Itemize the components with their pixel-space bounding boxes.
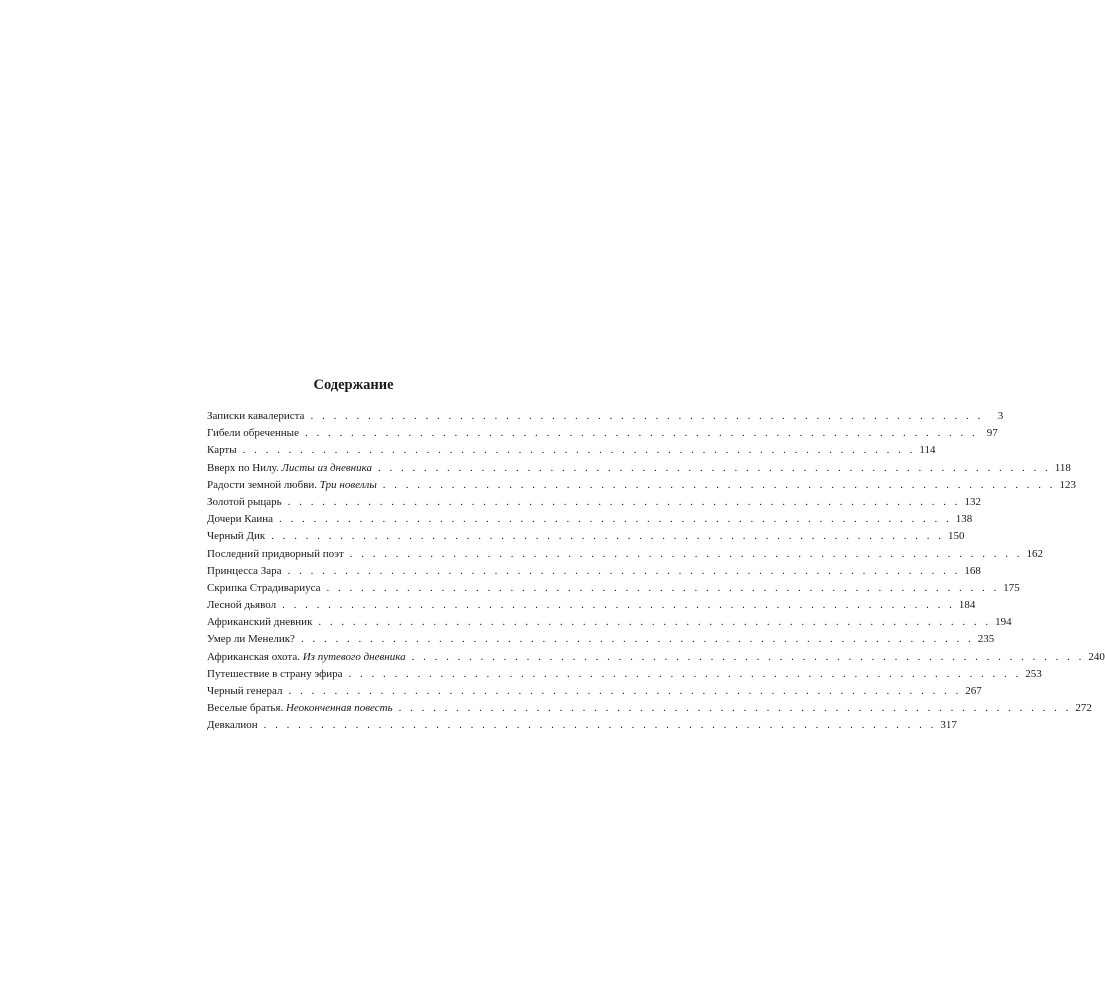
- toc-dot-leader: . . . . . . . . . . . . . . . . . . . . . . . . . . . . . . . . . . . . . . . . . . . . . . . . . . . . . . . . . . .: [287, 564, 961, 577]
- toc-entry: [207, 511, 973, 528]
- toc-entry-page: 175: [1003, 581, 1020, 594]
- toc-entry-title-text: Лесной дьявол: [207, 599, 277, 612]
- toc-entry-title-text: Африканская охота.: [207, 650, 300, 663]
- toc-list: [207, 408, 1105, 735]
- toc-entry-title: [207, 442, 237, 459]
- toc-dot-leader: . . . . . . . . . . . . . . . . . . . . . . . . . . . . . . . . . . . . . . . . . . . . . . . . . . . . . . . . . . .: [349, 547, 1023, 560]
- toc-entry-page: 317: [940, 719, 957, 732]
- toc-entry-page: 194: [995, 616, 1012, 629]
- toc-entry-title-text: Веселые братья.: [207, 702, 284, 715]
- toc-entry-page: 150: [947, 530, 965, 543]
- toc-entry-title-text: Радости земной любви.: [207, 478, 318, 491]
- toc-entry-title: [207, 666, 343, 683]
- toc-entry-title: [207, 631, 295, 648]
- toc-entry-page: 3: [997, 410, 1004, 422]
- toc-entry-title-text: Скрипка Страдивариуса: [207, 581, 321, 594]
- toc-entry-page: 168: [964, 564, 981, 577]
- toc-entry-page: 267: [965, 685, 982, 697]
- toc-entry-subtitle: Из путевого дневника: [302, 650, 406, 663]
- toc-entry-page: 240: [1088, 650, 1105, 663]
- toc-entry-title-text: Принцесса Зара: [207, 564, 282, 577]
- toc-entry-subtitle: Листы из дневника: [281, 461, 372, 474]
- toc-entry-page: 114: [919, 444, 936, 457]
- toc-dot-leader: . . . . . . . . . . . . . . . . . . . . . . . . . . . . . . . . . . . . . . . . . . . . . . . . . . . . . . . . . . .: [348, 667, 1022, 680]
- toc-entry-title: [207, 614, 312, 631]
- toc-entry: [207, 408, 1004, 425]
- toc-entry-title: [207, 563, 282, 580]
- toc-entry-title: [207, 511, 273, 528]
- toc-entry-subtitle: Неоконченная повесть: [285, 702, 393, 715]
- toc-entry: [207, 614, 1012, 631]
- toc-entry-title-text: Гибели обреченные: [207, 427, 299, 440]
- toc-entry-title: [207, 477, 377, 494]
- toc-entry-title: [207, 700, 393, 717]
- toc-entry: [207, 477, 1077, 494]
- toc-entry-title-text: Золотой рыцарь: [207, 495, 282, 508]
- toc-entry-page: 235: [977, 633, 995, 646]
- toc-entry-page: 132: [964, 495, 981, 508]
- toc-entry: [207, 442, 936, 459]
- toc-entry: [207, 580, 1020, 597]
- toc-entry-title-text: Путешествие в страну эфира: [207, 667, 343, 680]
- toc-dot-leader: . . . . . . . . . . . . . . . . . . . . . . . . . . . . . . . . . . . . . . . . . . . . . . . . . . . . . . . . . . .: [326, 581, 1000, 594]
- toc-dot-leader: . . . . . . . . . . . . . . . . . . . . . . . . . . . . . . . . . . . . . . . . . . . . . . . . . . . . . . . . . . .: [304, 427, 978, 440]
- toc-dot-leader: . . . . . . . . . . . . . . . . . . . . . . . . . . . . . . . . . . . . . . . . . . . . . . . . . . . . . . . . . . .: [398, 702, 1072, 715]
- toc-entry-page: 162: [1026, 547, 1044, 560]
- toc-entry: [207, 528, 965, 545]
- toc-entry-title-text: Последний придворный поэт: [207, 547, 344, 560]
- toc-entry-page: 253: [1025, 667, 1042, 680]
- toc-entry-title-text: Карты: [207, 444, 237, 457]
- toc-dot-leader: . . . . . . . . . . . . . . . . . . . . . . . . . . . . . . . . . . . . . . . . . . . . . . . . . . . . . . . . . . .: [287, 495, 961, 508]
- toc-entry-title: [207, 408, 304, 425]
- toc-entry-title: [207, 425, 299, 442]
- toc-entry-page: 138: [955, 513, 973, 526]
- toc-entry: [207, 666, 1042, 683]
- toc-entry-title: [207, 460, 372, 477]
- toc-entry-title: [207, 649, 406, 666]
- toc-entry: [207, 700, 1092, 717]
- toc-dot-leader: . . . . . . . . . . . . . . . . . . . . . . . . . . . . . . . . . . . . . . . . . . . . . . . . . . . . . . . . . . .: [300, 633, 974, 646]
- toc-entry-page: 184: [958, 599, 976, 612]
- toc-entry-page: 118: [1054, 461, 1071, 474]
- toc-entry-title-text: Черный генерал: [207, 685, 283, 697]
- toc-entry-page: 272: [1075, 702, 1092, 715]
- toc-entry-title-text: Девкалион: [207, 719, 258, 732]
- toc-entry: [207, 494, 981, 511]
- toc-entry-title: [207, 683, 282, 700]
- toc-dot-leader: . . . . . . . . . . . . . . . . . . . . . . . . . . . . . . . . . . . . . . . . . . . . . . . . . . . . . . . . . . .: [318, 616, 992, 629]
- toc-entry-page: 97: [986, 427, 998, 440]
- toc-entry-title-text: Черный Дик: [207, 530, 266, 543]
- toc-dot-leader: . . . . . . . . . . . . . . . . . . . . . . . . . . . . . . . . . . . . . . . . . . . . . . . . . . . . . . . . . . .: [310, 410, 984, 422]
- toc-entry: [207, 717, 957, 734]
- toc-entry: [207, 683, 982, 700]
- toc-dot-leader: . . . . . . . . . . . . . . . . . . . . . . . . . . . . . . . . . . . . . . . . . . . . . . . . . . . . . . . . . . .: [242, 444, 916, 457]
- toc-dot-leader: . . . . . . . . . . . . . . . . . . . . . . . . . . . . . . . . . . . . . . . . . . . . . . . . . . . . . . . . . . .: [288, 685, 962, 697]
- toc-dot-leader: . . . . . . . . . . . . . . . . . . . . . . . . . . . . . . . . . . . . . . . . . . . . . . . . . . . . . . . . . . .: [411, 650, 1085, 663]
- toc-entry-title: [207, 717, 258, 734]
- toc-dot-leader: . . . . . . . . . . . . . . . . . . . . . . . . . . . . . . . . . . . . . . . . . . . . . . . . . . . . . . . . . . .: [382, 478, 1056, 491]
- toc-entry: [207, 425, 998, 442]
- toc-entry-title: [207, 597, 276, 614]
- toc-entry-title-text: Записки кавалериста: [207, 410, 305, 422]
- toc-entry-subtitle: Три новеллы: [319, 478, 377, 491]
- toc-entry: [207, 563, 981, 580]
- toc-entry: [207, 597, 976, 614]
- toc-entry-title: [207, 546, 344, 563]
- toc-dot-leader: . . . . . . . . . . . . . . . . . . . . . . . . . . . . . . . . . . . . . . . . . . . . . . . . . . . . . . . . . . .: [378, 461, 1051, 474]
- toc-entry-title-text: Вверх по Нилу.: [207, 461, 279, 474]
- toc-entry: [207, 460, 1071, 477]
- toc-entry-title: [207, 494, 282, 511]
- toc-dot-leader: . . . . . . . . . . . . . . . . . . . . . . . . . . . . . . . . . . . . . . . . . . . . . . . . . . . . . . . . . . .: [271, 530, 944, 543]
- toc-entry-title-text: Умер ли Менелик?: [207, 633, 295, 646]
- toc-entry: [207, 631, 995, 648]
- toc-heading: Содержание: [313, 377, 394, 393]
- toc-entry-title: [207, 528, 265, 545]
- toc-entry-title-text: Дочери Каина: [207, 513, 273, 526]
- toc-dot-leader: . . . . . . . . . . . . . . . . . . . . . . . . . . . . . . . . . . . . . . . . . . . . . . . . . . . . . . . . . . .: [279, 513, 952, 526]
- toc-entry-title: [207, 580, 320, 597]
- toc-dot-leader: . . . . . . . . . . . . . . . . . . . . . . . . . . . . . . . . . . . . . . . . . . . . . . . . . . . . . . . . . . .: [282, 599, 955, 612]
- toc-entry-title-text: Африканский дневник: [207, 616, 313, 629]
- toc-dot-leader: . . . . . . . . . . . . . . . . . . . . . . . . . . . . . . . . . . . . . . . . . . . . . . . . . . . . . . . . . . .: [263, 719, 937, 732]
- toc-entry: [207, 546, 1044, 563]
- toc-entry: [207, 649, 1105, 666]
- toc-entry-page: 123: [1059, 478, 1077, 491]
